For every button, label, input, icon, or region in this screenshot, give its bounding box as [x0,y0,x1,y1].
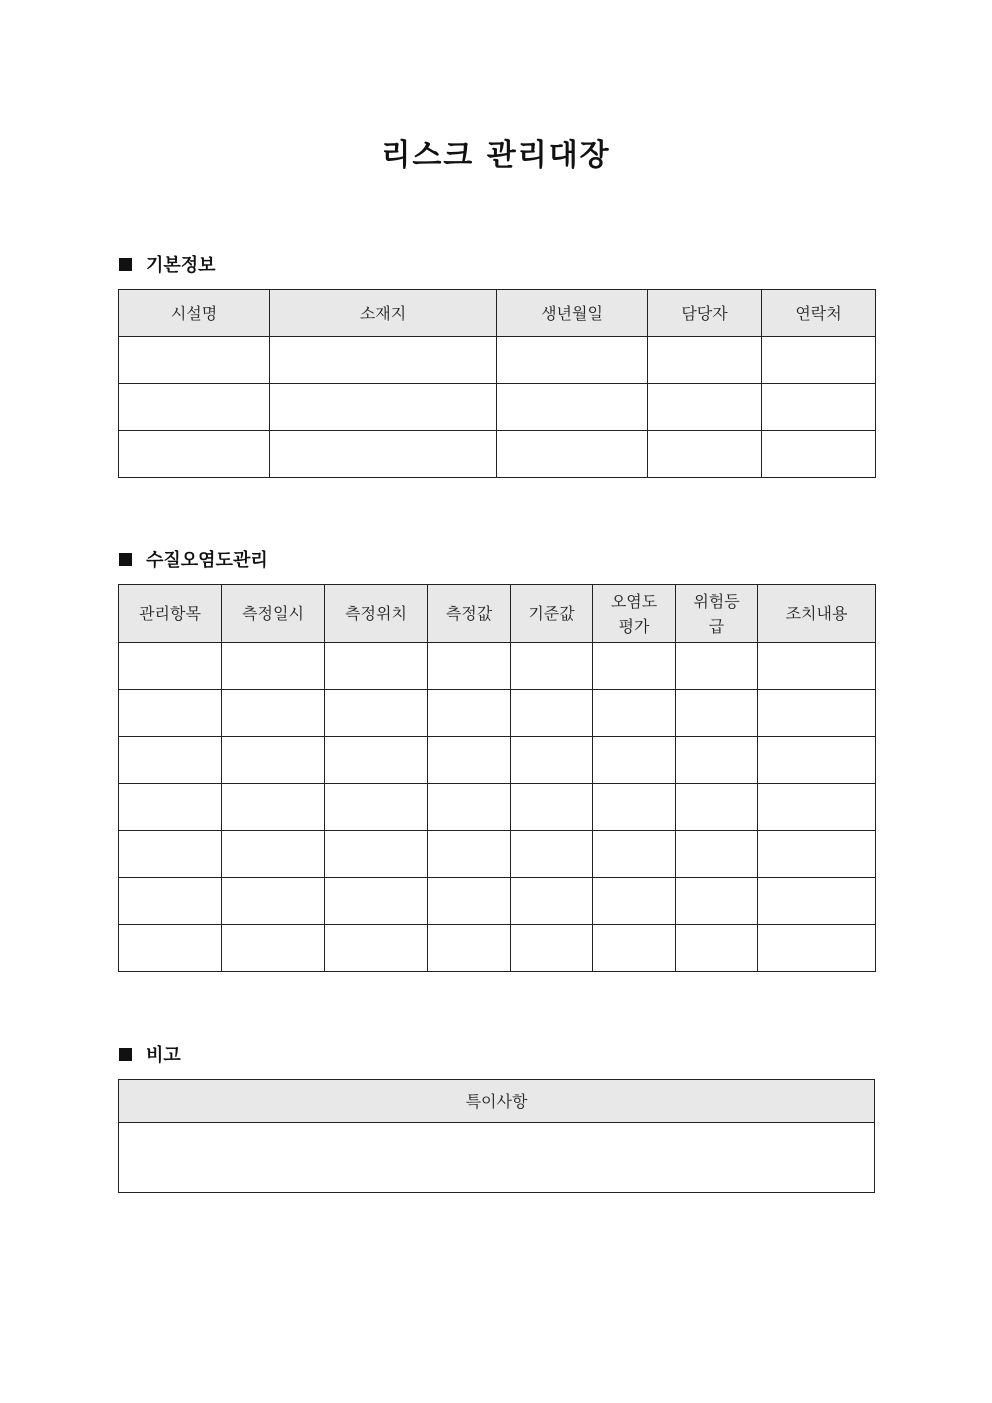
table-cell[interactable] [428,690,511,737]
table-cell[interactable] [593,737,676,784]
table-cell[interactable] [325,737,428,784]
table-cell[interactable] [428,737,511,784]
table-cell[interactable] [119,690,222,737]
table-cell[interactable] [270,384,497,431]
table-cell[interactable] [676,878,758,925]
table-cell[interactable] [676,831,758,878]
table-cell[interactable] [593,925,676,972]
table-cell[interactable] [511,643,593,690]
column-header-risk-grade: 위험등 급 [676,585,758,643]
column-header-special-notes: 특이사항 [119,1080,875,1123]
table-row [119,878,876,925]
water-pollution-table-body [119,643,876,972]
table-cell[interactable] [758,643,876,690]
table-row [119,690,876,737]
section-heading-water-pollution [119,547,268,571]
column-header-manager: 담당자 [648,290,762,337]
table-cell[interactable] [676,925,758,972]
column-header-birth-date: 생년월일 [497,290,648,337]
table-cell[interactable] [676,643,758,690]
column-header-action-taken: 조치내용 [758,585,876,643]
table-cell[interactable] [325,878,428,925]
table-cell[interactable] [758,784,876,831]
table-cell[interactable] [497,337,648,384]
table-cell[interactable] [222,831,325,878]
table-cell[interactable] [676,690,758,737]
column-header-measured-value: 측정값 [428,585,511,643]
table-cell[interactable] [325,643,428,690]
table-cell[interactable] [428,878,511,925]
table-cell[interactable] [119,737,222,784]
table-cell[interactable] [676,784,758,831]
table-header-row [119,290,876,337]
table-cell[interactable] [511,737,593,784]
table-cell[interactable] [222,878,325,925]
column-header-management-item: 관리항목 [119,585,222,643]
column-header-measurement-datetime: 측정일시 [222,585,325,643]
table-cell[interactable] [758,737,876,784]
table-cell[interactable] [758,690,876,737]
table-cell[interactable] [758,925,876,972]
column-header-location: 소재지 [270,290,497,337]
table-cell[interactable] [758,831,876,878]
table-cell[interactable] [119,831,222,878]
water-pollution-table [118,584,876,972]
table-cell[interactable] [762,337,876,384]
square-bullet-icon [119,1048,132,1061]
table-cell[interactable] [222,690,325,737]
table-cell[interactable] [511,925,593,972]
table-cell[interactable] [325,925,428,972]
table-cell[interactable] [511,784,593,831]
section-heading-basic [119,252,216,276]
table-row [119,643,876,690]
table-cell[interactable] [119,878,222,925]
section-heading-basic-label: 기본정보 [146,255,216,276]
table-row [119,384,876,431]
table-cell[interactable] [762,384,876,431]
table-cell[interactable] [593,831,676,878]
table-cell[interactable] [758,878,876,925]
table-cell[interactable] [119,925,222,972]
table-cell[interactable] [497,384,648,431]
table-cell[interactable] [593,643,676,690]
table-cell[interactable] [511,878,593,925]
table-cell[interactable] [593,690,676,737]
table-header-row [119,585,876,643]
column-header-pollution-assessment: 오염도 평가 [593,585,676,643]
table-cell[interactable] [593,878,676,925]
table-cell[interactable] [511,690,593,737]
table-cell[interactable] [325,831,428,878]
table-cell[interactable] [511,831,593,878]
basic-info-table [118,289,876,478]
table-row [119,1123,875,1193]
table-header-row [119,1080,875,1123]
table-cell[interactable] [270,431,497,478]
table-row [119,784,876,831]
section-heading-remarks [119,1042,181,1066]
table-cell[interactable] [222,925,325,972]
table-cell[interactable] [119,643,222,690]
table-cell[interactable] [762,431,876,478]
table-cell[interactable] [222,643,325,690]
table-cell[interactable] [325,690,428,737]
table-cell[interactable] [593,784,676,831]
table-cell[interactable] [648,337,762,384]
table-cell[interactable] [648,431,762,478]
section-heading-remarks-label: 비고 [146,1045,181,1066]
table-row [119,737,876,784]
table-cell[interactable] [119,337,270,384]
column-header-contact: 연락처 [762,290,876,337]
table-cell[interactable] [222,737,325,784]
square-bullet-icon [119,258,132,271]
table-cell[interactable] [119,431,270,478]
document-title: 리스크 관리대장 [381,138,611,173]
table-cell[interactable] [497,431,648,478]
table-row [119,337,876,384]
special-notes-field[interactable] [119,1123,875,1193]
table-row [119,831,876,878]
table-cell[interactable] [270,337,497,384]
table-cell[interactable] [428,643,511,690]
table-cell[interactable] [119,784,222,831]
column-header-measurement-location: 측정위치 [325,585,428,643]
column-header-facility-name: 시설명 [119,290,270,337]
table-cell[interactable] [676,737,758,784]
table-cell[interactable] [428,925,511,972]
table-cell[interactable] [325,784,428,831]
remarks-table [118,1079,875,1193]
column-header-standard-value: 기준값 [511,585,593,643]
table-cell[interactable] [648,384,762,431]
table-row [119,925,876,972]
table-cell[interactable] [428,831,511,878]
section-heading-water-pollution-label: 수질오염도관리 [146,550,268,571]
table-cell[interactable] [428,784,511,831]
table-cell[interactable] [222,784,325,831]
square-bullet-icon [119,553,132,566]
table-cell[interactable] [119,384,270,431]
table-row [119,431,876,478]
